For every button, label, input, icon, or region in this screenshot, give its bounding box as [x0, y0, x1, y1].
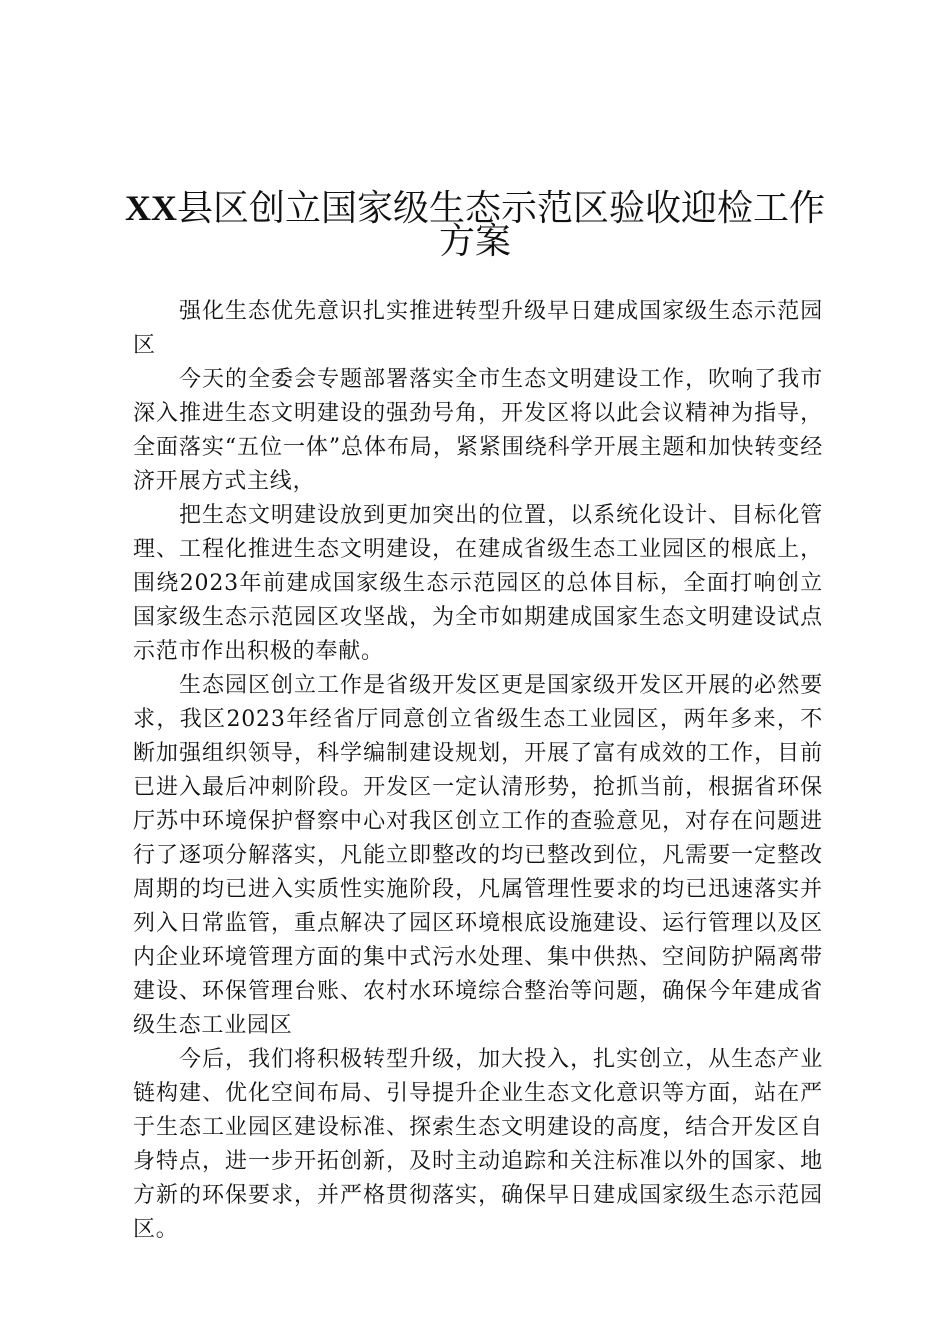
- paragraph-1: 强化生态优先意识扎实推进转型升级早日建成国家级生态示范园区: [133, 299, 823, 358]
- document-title-continued: 方案: [438, 221, 511, 262]
- paragraph-3: 把生态文明建设放到更加突出的位置，以系统化设计、目标化管理、工程化推进生态文明建设，在建成省级生态工业园区的根底上，围绕2023年前建成国家级生态示范园区的总体目标，全面打响创立国家级生态示范园区攻坚战，为全市如期建成国家生态文明建设试点示范市作出积极的奉献。: [133, 503, 823, 664]
- paragraph-2: 今天的全委会专题部署落实全市生态文明建设工作，吹响了我市深入推进生态文明建设的强劲号角，开发区将以此会议精神为指导，全面落实“五位一体”总体布局，紧紧围绕科学开展主题和加快转变经济开展方式主线，: [133, 367, 823, 494]
- title-prefix: XX: [124, 188, 177, 228]
- paragraph-4: 生态园区创立工作是省级开发区更是国家级开发区开展的必然要求，我区2023年经省厅同意创立省级生态工业园区，两年多来，不断加强组织领导，科学编制建设规划，开展了富有成效的工作，目前已进入最后冲刺阶段。开发区一定认清形势，抢抓当前，根据省环保厅苏中环境保护督察中心对我区创立工作的查验意见，对存在问题进行了逐项分解落实，凡能立即整改的均已整改到位，凡需要一定整改周期的均已进入实质性实施阶段，凡属管理性要求的均已迅速落实并列入日常监管，重点解决了园区环境根底设施建设、运行管理以及区内企业环境管理方面的集中式污水处理、集中供热、空间防护隔离带建设、环保管理台账、农村水环境综合整治等问题，确保今年建成省级生态工业园区: [133, 673, 823, 1038]
- title-main: 县区创立国家级生态示范区验收迎检工作: [176, 188, 825, 229]
- paragraph-5: 今后，我们将积极转型升级，加大投入，扎实创立，从生态产业链构建、优化空间布局、引导提升企业生态文化意识等方面，站在严于生态工业园区建设标准、探索生态文明建设的高度，结合开发区自身特点，进一步开拓创新，及时主动追踪和关注标准以外的国家、地方新的环保要求，并严格贯彻落实，确保早日建成国家级生态示范园区。: [133, 1047, 823, 1242]
- document-body: [133, 295, 823, 1247]
